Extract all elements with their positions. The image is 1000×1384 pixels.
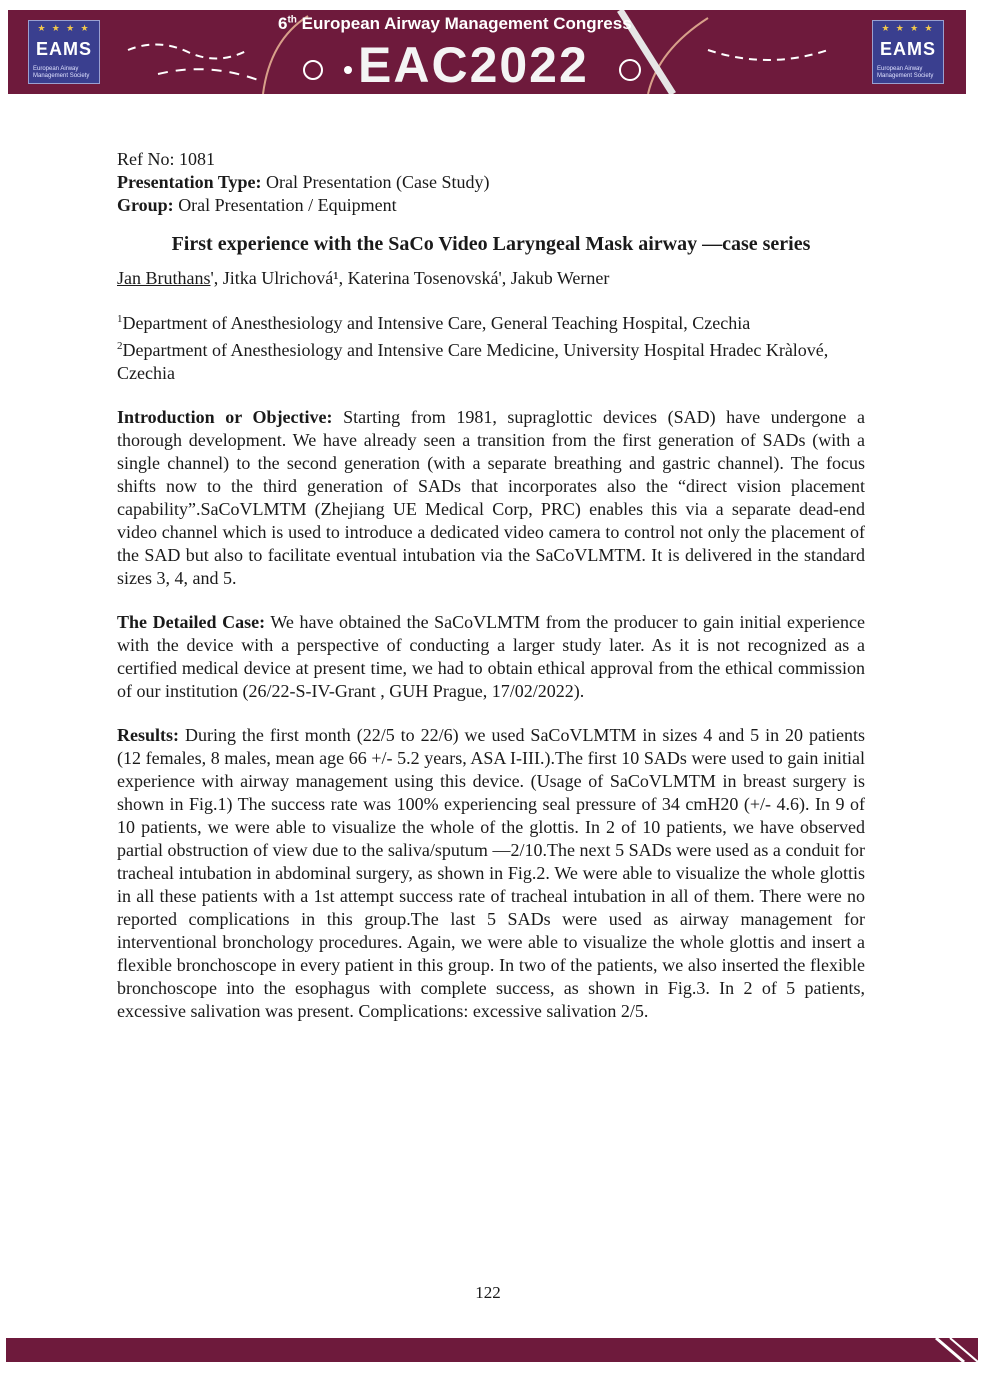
section-introduction-label: Introduction or Objective:: [117, 407, 333, 427]
congress-number: 6: [278, 14, 288, 33]
affiliation-1: $^1$Department of Anesthesiology and Intensive Care, General Teaching Hospital, Czechia: [117, 313, 751, 333]
section-detailed-case-text: We have obtained the SaCoVLMTM from the producer to gain initial experience with the device with a perspective of conducting a larger study later. As it is not recognized as a certified medical device at present time, we had to obtain ethical approval from the ethical commission of our institution (26/22-S-IV-Grant , GUH Prague, 17/02/2022).: [117, 612, 865, 701]
event-title: EAC2022: [358, 37, 589, 93]
presentation-group: [117, 194, 865, 217]
affiliation-2: $^2$Department of Anesthesiology and Intensive Care Medicine, University Hospital Hradec Kràlové, Czechia: [117, 340, 829, 383]
presentation-type: [117, 171, 865, 194]
presentation-type-value: Oral Presentation (Case Study): [261, 172, 490, 192]
congress-ordinal: th: [287, 14, 297, 26]
section-detailed-case: [117, 611, 865, 703]
eams-logo-left: ★ ★ ★ ★ EAMS European Airway Management Society: [28, 20, 100, 84]
eams-logo-right: ★ ★ ★ ★ EAMS European Airway Management Society: [872, 20, 944, 84]
group-label: Group:: [117, 195, 174, 215]
section-results-label: Results:: [117, 725, 179, 745]
eams-logo-subtitle: European Airway Management Society: [877, 66, 934, 79]
congress-name: [278, 14, 632, 34]
abstract-content: [117, 148, 865, 1023]
eams-logo-subtitle: European Airway Management Society: [33, 66, 90, 79]
eams-logo-text: EAMS: [35, 39, 92, 59]
ref-number: Ref No: 1081: [117, 149, 215, 169]
section-introduction: [117, 406, 865, 590]
group-value: Oral Presentation / Equipment: [173, 195, 397, 215]
presenting-author: Jan Bruthans: [117, 268, 211, 288]
section-results: [117, 724, 865, 1023]
section-detailed-case-label: The Detailed Case:: [117, 612, 266, 632]
eams-logo-text: EAMS: [879, 39, 936, 59]
author-list: [117, 267, 865, 290]
congress-rest: European Airway Management Congress: [301, 14, 632, 33]
section-results-text: During the first month (22/5 to 22/6) we used SaCoVLMTM in sizes 4 and 5 in 20 patients (12 females, 8 males, mean age 66 +/- 5.2 years, ASA I-III.).The first 10 SADs were used to gain initial experience with airway management using this device. (Usage of SaCoVLMTM in breast surgery is shown in Fig.1) The success rate was 100% experiencing seal pressure of 34 cmH20 (+/- 4.6). In 9 of 10 patients, we were able to visualize the whole of the glottis. In 2 of 10 patients, we have observed partial obstruction of view due to the saliva/sputum —2/10.The next 5 SADs were used as a conduit for tracheal intubation in abdominal surgery, as shown in Fig.2. We were able to visualize the whole glottis in all these patients with a 1st attempt success rate of tracheal intubation in all of them. There were no reported complications in this group.The last 5 SADs were used as airway management for interventional bronchology procedures. Again, we were able to visualize the whole glottis and insert a flexible bronchoscope in every patient in this group. In two of the patients, we also inserted the flexible bronchoscope into the esophagus with complete success, as shown in Fig.3. In 2 of 5 patients, excessive salivation was present. Complications: excessive salivation 2/5.: [117, 725, 865, 1021]
presentation-type-label: Presentation Type:: [117, 172, 262, 192]
footer-bar: [6, 1338, 978, 1362]
co-authors: ', Jitka Ulrichová¹, Katerina Tosenovská', Jakub Werner: [210, 268, 610, 288]
footer-decoration: [6, 1338, 978, 1362]
affiliations: [117, 308, 865, 385]
conference-banner: [8, 10, 966, 94]
abstract-meta: [117, 148, 865, 217]
section-introduction-text: Starting from 1981, supraglottic devices (SAD) have undergone a thorough development. We have already seen a transition from the first generation of SADs (with a single channel) to the second generation (with a separate breathing and gastric channel). The focus shifts now to the third generation of SADs that incorporates also the “direct vision placement capability”.SaCoVLMTM (Zhejiang UE Medical Corp, PRC) enables this via a separate dead-end video channel which is used to introduce a dedicated video camera to control not only the placement of the SAD but also to facilitate eventual intubation via the SaCoVLMTM. It is delivered in the standard sizes 3, 4, and 5.: [117, 407, 865, 588]
abstract-title: First experience with the SaCo Video Laryngeal Mask airway —case series: [171, 233, 811, 255]
page-number: 122: [475, 1283, 501, 1302]
